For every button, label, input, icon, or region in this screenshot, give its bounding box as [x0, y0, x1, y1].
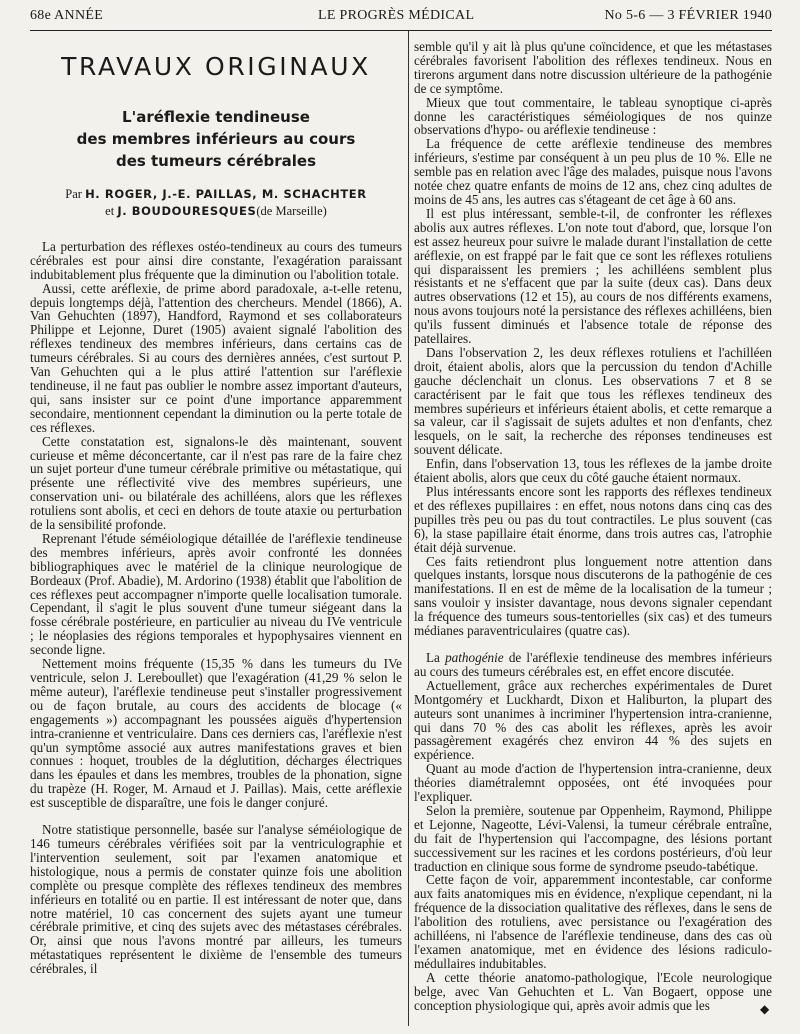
text-run: de l'aréflexie tendineuse des membres inférieurs au cours des tumeurs cérébrales est, en effet encore discutée.: [414, 649, 772, 679]
article-title-line: des tumeurs cérébrales: [115, 151, 317, 170]
paragraph: Aussi, cette aréflexie, de prime abord paradoxale, a-t-elle retenu, depuis longtemps déjà, l'attention des chercheurs. Mendel (1866), A. Van Gehuchten (1897), Handford, Raymond et ses collaborateurs Philippe et Lejonne, Duret (1905) avaient signalé l'abolition des réflexes tendineux des membres inférieurs, dans certains cas de tumeurs cérébrales. Si au cours des dernières années, c'est surtout P. Van Gehuchten qui a le plus attiré l'attention sur l'aréflexie tendineuse, il ne faut pas oublier le nombre assez important d'auteurs, qui, sans insister sur ce point d'une importance apparemment secondaire, mentionnent cependant la diminution ou la perte totale de ces réflexes.: [30, 280, 402, 435]
authors: H. ROGER, J.-E. PAILLAS, M. SCHACHTER: [85, 186, 367, 201]
paragraph: Nettement moins fréquente (15,35 % dans les tumeurs du IVe ventricule, selon J. Lereboullet) que l'exagération (41,29 % selon le même auteur), l'aréflexie tendineuse peut s'installer progressivement ou de façon brutale, au cours des accidents de blocage (« engagements ») accompagnant les poussées aiguës d'hypertension intra-cranienne et ventriculaire. Dans ces derniers cas, l'aréflexie n'est qu'un symptôme associé aux autres manifestations graves et bien connues : hoquet, troubles de la déglutition, décharges électriques dans les épaules et dans les membres, troubles de la phonation, signe du trapèze (H. Roger, M. Arnaud et J. Paillas). Mais, cette aréflexie est susceptible de disparaître, une fois le danger conjuré.: [30, 656, 402, 811]
paragraph: Cette façon de voir, apparemment incontestable, car conforme aux faits anatomiques mis en évidence, n'explique cependant, ni la fréquence de la dissociation qualitative des réflexes, dans le sens de l'abolition des rotuliens, avec persistance ou l'exagération des achilléens, ni l'absence de l'aréflexie tendineuse, dans des cas où l'examen anatomique, met en évidence des lésions radiculo-médullaires indubitables.: [414, 872, 772, 971]
header-journal-title: LE PROGRÈS MÉDICAL: [318, 8, 475, 23]
end-mark: ◆: [760, 1002, 770, 1016]
paragraph: La perturbation des réflexes ostéo-tendineux au cours des tumeurs cérébrales est pour ainsi dire constante, l'exagération paraissant indubitablement plus fréquente que la diminution ou l'abolition totale.: [30, 238, 402, 282]
article-title: [30, 106, 402, 172]
paragraph: A cette théorie anatomo-pathologique, l'Ecole neurologique belge, avec Van Gehuchten et L. Van Bogaert, oppose une conception physiologique qui, après avoir admis que les: [414, 969, 772, 1013]
left-column: [30, 34, 402, 976]
header-year: 68e ANNÉE: [30, 8, 104, 23]
paragraph: Mieux que tout commentaire, le tableau synoptique ci-après donne les caractéristiques séméiologiques de nos quinze observations d'hypo- ou aréflexie tendineuse :: [414, 94, 772, 138]
paragraph: Notre statistique personnelle, basée sur l'analyse séméiologique de 146 tumeurs cérébrales vérifiées soit par la ventriculographie et l'intervention seulement, soit par l'examen anatomique et histologique, nous a permis de constater quinze fois une abolition complète ou presque complète des réflexes tendineux des membres inférieurs en totalité ou en partie. Il est intéressant de noter que, dans notre matériel, 10 cas concernent des sujets ayant une tumeur cérébrale primitive, et cinq des sujets avec des métastases cérébrales. Or, ainsi que nous l'avons montré par ailleurs, les tumeurs métastatiques représentent le dixième de l'ensemble des tumeurs cérébrales, il: [30, 822, 402, 977]
header-rule: [30, 30, 772, 31]
paragraph: Dans l'observation 2, les deux réflexes rotuliens et l'achilléen droit, étaient abolis, alors que la percussion du tendon d'Achille gauche déclenchait un clonus. Les observations 7 et 8 se caractérisent par le fait que tous les réflexes tendineux des membres supérieurs et inférieurs étaient abolis, et cette remarque a sa valeur, car il s'agissait de sujets adultes et non d'enfants, chez lesquels, on le sait, la recherche des réponses tendineuses est souvent délicate.: [414, 344, 772, 458]
paragraph-pathogenie: [414, 651, 772, 679]
paragraph: Il est plus intéressant, semble-t-il, de confronter les réflexes abolis aux autres réflexes. L'on note tout d'abord, que, lorsque l'on est assez heureux pour suivre le malade durant l'installation de cette aréflexie, on est frappé par le fait que ce sont les réflexes rotuliens qui disparaissent les premiers ; les achilléens semblent plus résistants et ne s'effacent que par la suite (deux cas). Dans deux autres observations (12 et 15), au cours de nos différents examens, nous avons toujours noté la persistance des réflexes achilléens, bien qu'ils fussent diminués et l'absence totale de réponse des patellaires.: [414, 205, 772, 347]
section-title: TRAVAUX ORIGINAUX: [61, 52, 371, 81]
paragraph: Ces faits retiendront plus longuement notre attention dans quelques instants, lorsque nous discuterons de la pathogénie de ces manifestations. Il en est de même de la localisation de la tumeur ; sans vouloir y insister davantage, nous devons signaler cependant la fréquence des tumeurs sous-tentorielles (six cas) et des tumeurs médianes paraventriculaires (quatre cas).: [414, 553, 772, 639]
paragraph: Quant au mode d'action de l'hypertension intra-cranienne, deux théories diamétralemnt opposées, ont été invoquées pour l'expliquer.: [414, 761, 772, 805]
text-run: La: [426, 649, 446, 665]
author-last: J. BOUDOURESQUES: [117, 203, 257, 218]
paragraph: Selon la première, soutenue par Oppenheim, Raymond, Philippe et Lejonne, Nageotte, Lévi-Valensi, la tumeur cérébrale entraîne, du fait de l'hypertension qui l'accompagne, des lésions portant successivement sur les racines et les cordons postérieurs, d'où leur traduction en clinique sous forme de syndrome pseudo-tabétique.: [414, 802, 772, 874]
byline: [30, 186, 402, 220]
running-header: [30, 8, 772, 28]
paragraph: Cette constatation est, signalons-le dès maintenant, souvent curieuse et même déconcertante, car il n'est pas rare de la faire chez un sujet porteur d'une tumeur cérébrale primitive ou métastatique, qui présente une réflectivité vive des membres supérieurs, une conservation uni- ou bilatérale des achilléens, alors que les réflexes rotuliens sont abolis, et ceci en dehors de toute ataxie ou perturbation de la sensibilité profonde.: [30, 433, 402, 533]
article-title-line: L'aréflexie tendineuse: [122, 107, 310, 126]
byline-prefix: Par: [65, 186, 82, 201]
paragraph: Enfin, dans l'observation 13, tous les réflexes de la jambe droite étaient abolis, alors que ceux du côté gauche étaient normaux.: [414, 456, 772, 486]
paragraph: Actuellement, grâce aux recherches expérimentales de Duret Montgoméry et Luckhardt, Dixon et Haliburton, la plupart des auteurs sont unanimes à incriminer l'hypertension intra-cranienne, qui dans 70 % des cas abolit les réflexes, après les avoir passagèrement exagérés chez environ 44 % des sujets en expérience.: [414, 677, 772, 763]
right-column: [414, 40, 772, 1013]
paragraph: semble qu'il y ait là plus qu'une coïncidence, et que les métastases cérébrales favorisent l'abolition des réflexes tendineux. Nous en tirerons argument dans notre discussion ultérieure de la pathogénie de ce symptôme.: [414, 39, 772, 96]
italic-term: pathogénie: [445, 649, 504, 665]
article-title-line: des membres inférieurs au cours: [76, 129, 356, 148]
paragraph: Reprenant l'étude séméiologique détaillée de l'aréflexie tendineuse des membres inférieurs, après avoir confronté les données bibliographiques avec le matériel de la clinique neurologique de Bordeaux (Prof. Abadie), M. Ardorino (1938) établit que l'abolition de ces réflexes peut accompagner n'importe quelle localisation tumorale. Cependant, il s'agit le plus souvent d'une tumeur siégeant dans la fosse cérébrale postérieure, en particulier au niveau du IVe ventricule ; le néoplasies des régions temporales et hypophysaires viennent en seconde ligne.: [30, 530, 402, 658]
author-city: (de Marseille): [256, 203, 327, 218]
paragraph: La fréquence de cette aréflexie tendineuse des membres inférieurs, s'estime par conséquent à un peu plus de 10 %. Elle ne semble pas en relation avec l'âge des malades, puisque nous l'avons notée chez quatre enfants de moins de 12 ans, chez cinq adultes de moins de 45 ans, les autres cas s'étageant de cet âge à 60 ans.: [414, 136, 772, 207]
paragraph: Plus intéressants encore sont les rapports des réflexes tendineux et des réflexes pupillaires : en effet, nous notons dans cinq cas des pupilles très peu ou pas du tout contractiles. Le plus souvent (cas 6), la stase papillaire était énorme, dans trois autres cas, l'atrophie était déjà survenue.: [414, 484, 772, 555]
byline-and: et: [105, 203, 115, 218]
column-divider: [408, 31, 409, 1026]
header-issue-date: No 5-6 — 3 FÉVRIER 1940: [604, 8, 772, 23]
